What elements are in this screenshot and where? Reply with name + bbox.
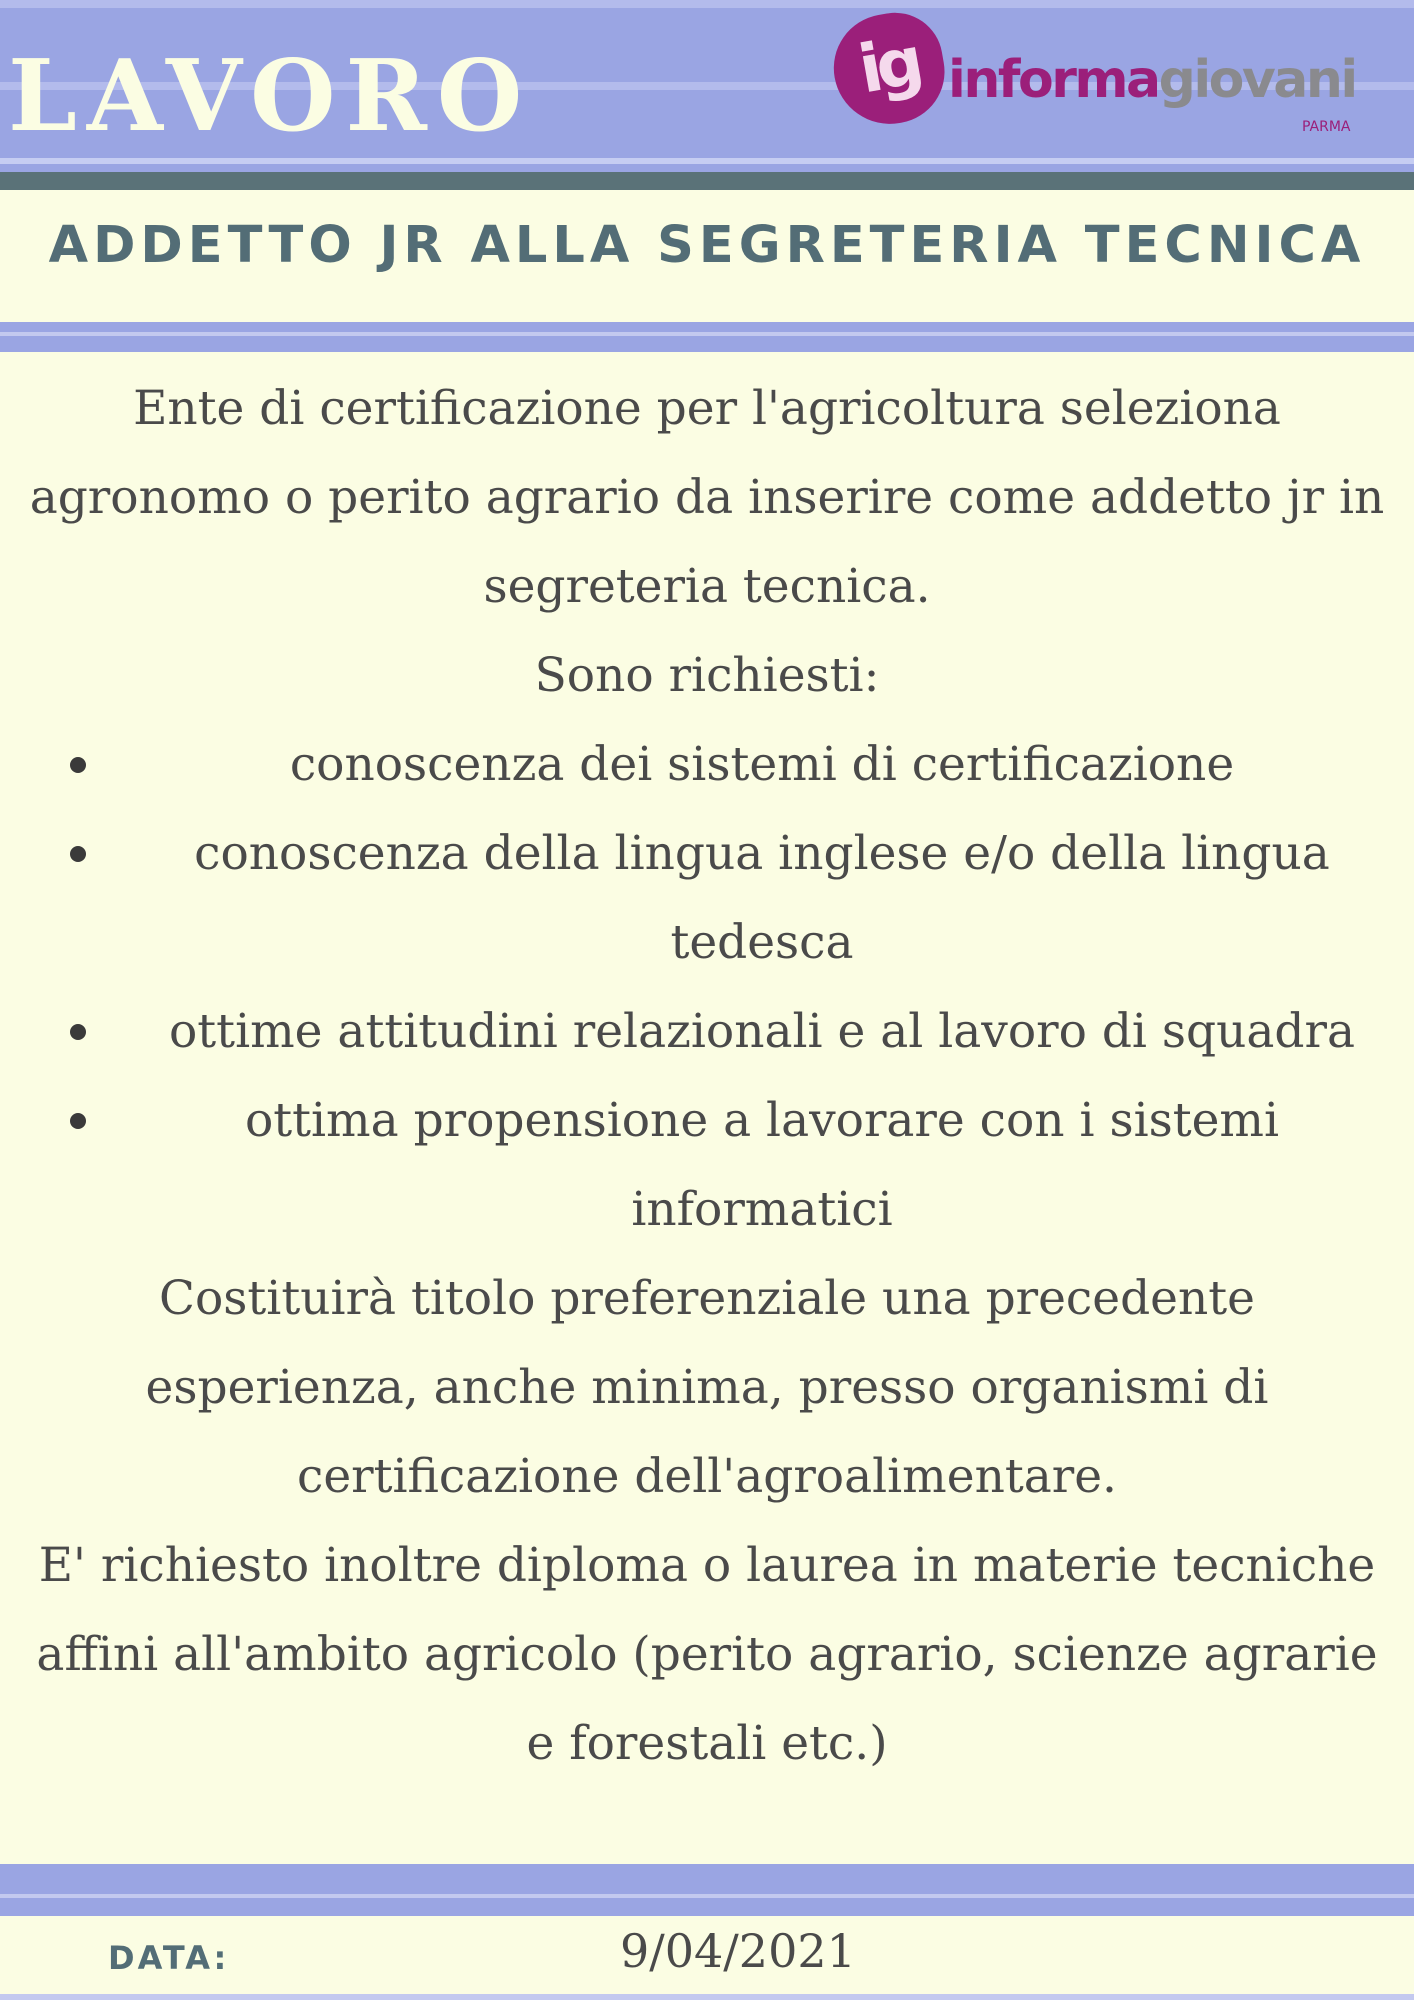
logo-word-informa: informa xyxy=(948,50,1159,110)
requirement-item xyxy=(26,1076,1388,1254)
bottom-edge-stripe xyxy=(0,1994,1414,2000)
header-stripe xyxy=(0,158,1414,164)
education-paragraph: E' richiesto inoltre diploma o laurea in materie tecniche affini all'ambito agricolo (perito agrario, scienze agrarie e forestali etc.) xyxy=(36,1538,1378,1771)
bullet-icon xyxy=(70,846,86,862)
date-label: DATA: xyxy=(108,1939,230,1977)
requirement-text: ottime attitudini relazionali e al lavoro di squadra xyxy=(169,1004,1355,1059)
requirement-text: conoscenza della lingua inglese e/o della lingua tedesca xyxy=(194,826,1330,970)
requirements-list xyxy=(26,720,1388,1254)
separator-band-top xyxy=(0,322,1414,352)
bullet-icon xyxy=(70,1113,86,1129)
job-description xyxy=(26,364,1388,1788)
header-band xyxy=(0,0,1414,172)
logo-monogram-icon xyxy=(825,5,952,132)
separator-highlight xyxy=(0,1894,1414,1898)
separator-highlight xyxy=(0,332,1414,336)
intro-paragraph: Ente di certificazione per l'agricoltura seleziona agronomo o perito agrario da inserire come addetto jr in segreteria tecnica. xyxy=(29,381,1385,614)
header-stripe xyxy=(0,0,1414,8)
header-divider xyxy=(0,172,1414,190)
requirements-heading: Sono richiesti: xyxy=(534,648,880,703)
requirement-item xyxy=(26,987,1388,1076)
separator-band-bottom xyxy=(0,1864,1414,1916)
date-value: 9/04/2021 xyxy=(620,1924,856,1978)
job-title: ADDETTO JR ALLA SEGRETERIA TECNICA xyxy=(48,216,1366,275)
requirement-item xyxy=(26,720,1388,809)
logo-city: PARMA xyxy=(1302,119,1351,135)
bullet-icon xyxy=(70,1024,86,1040)
requirement-item xyxy=(26,809,1388,987)
logo-word-giovani: giovani xyxy=(1158,50,1356,110)
informagiovani-logo xyxy=(834,12,1364,142)
requirement-text: ottima propensione a lavorare con i sistemi informatici xyxy=(244,1093,1280,1237)
preferential-paragraph: Costituirà titolo preferenziale una precedente esperienza, anche minima, presso organismi di certificazione dell'agroalimentare. xyxy=(145,1271,1269,1504)
bullet-icon xyxy=(70,757,86,773)
section-title: LAVORO xyxy=(8,39,533,154)
logo-wordmark xyxy=(948,50,1356,110)
logo-monogram: ig xyxy=(853,22,924,109)
requirement-text: conoscenza dei sistemi di certificazione xyxy=(289,737,1235,792)
